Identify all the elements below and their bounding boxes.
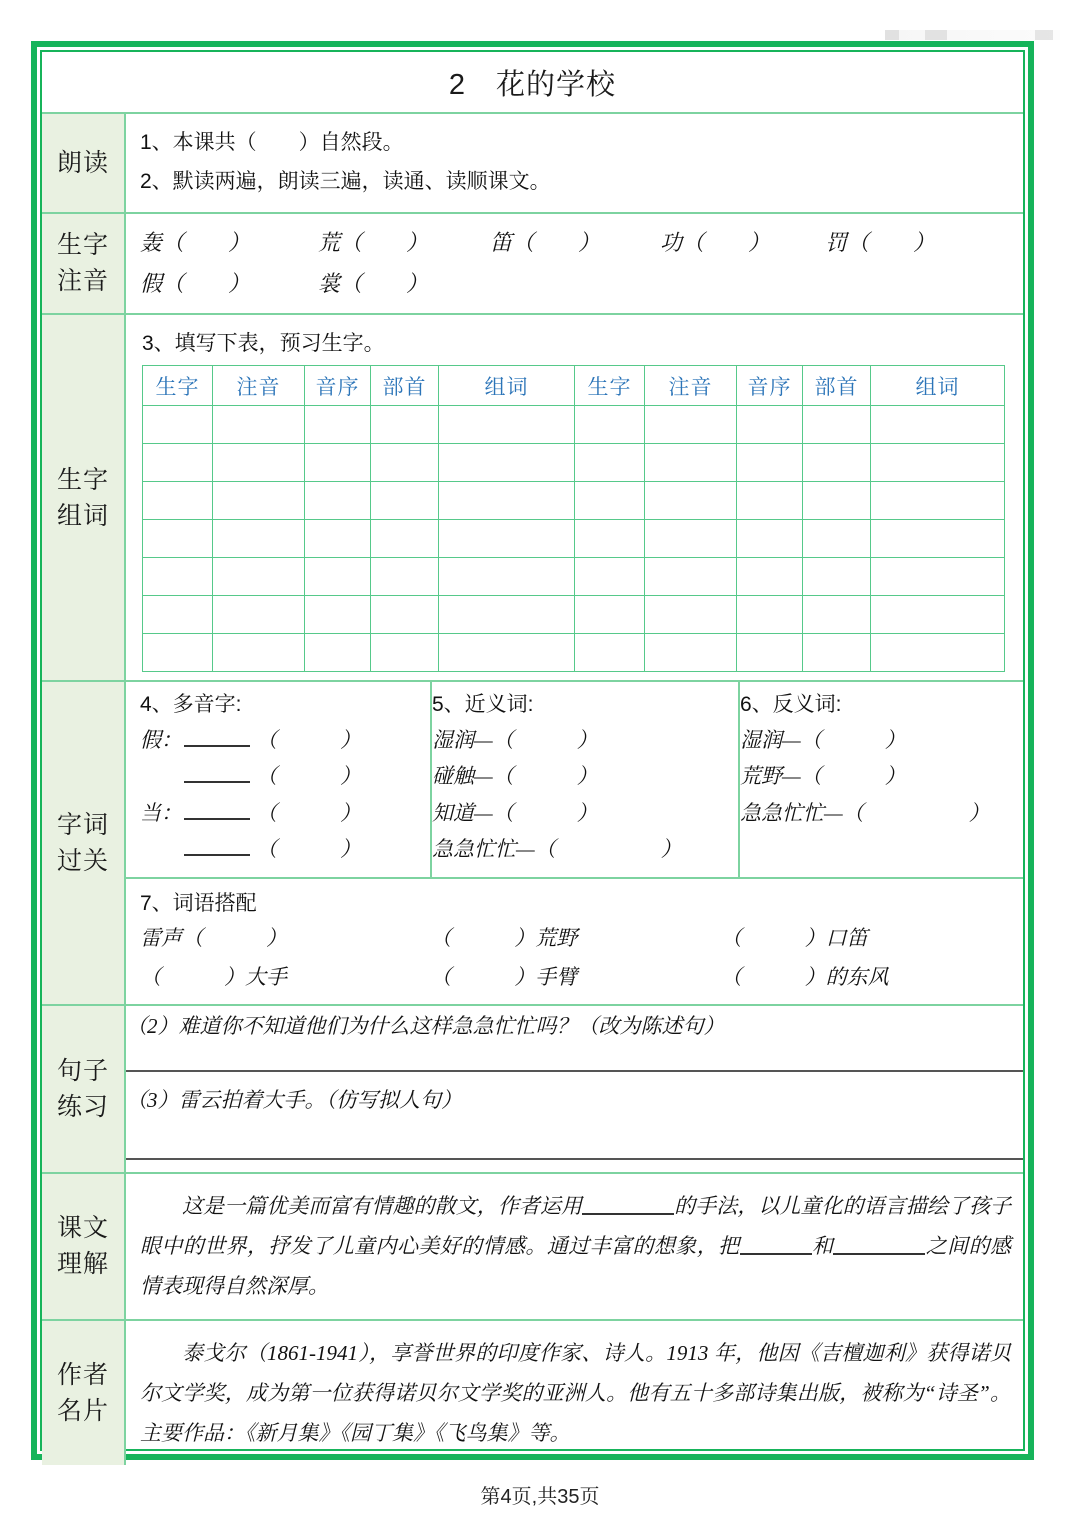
polyphone-blank-1[interactable] <box>184 725 250 747</box>
new-words-table-header-row <box>143 366 1005 406</box>
table-cell[interactable] <box>439 406 575 444</box>
synonym-item-4: 急急忙忙—（ ） <box>432 836 682 861</box>
section-body-sentences <box>126 1006 1023 1171</box>
pinyin-char-3: 笛（ ） <box>490 229 601 255</box>
table-cell[interactable] <box>439 444 575 482</box>
section-label-vocab <box>42 682 126 1004</box>
table-cell[interactable] <box>213 482 305 520</box>
pinyin-char-4: 功（ ） <box>660 229 771 255</box>
table-cell[interactable] <box>871 558 1005 596</box>
table-cell[interactable] <box>575 634 645 672</box>
reading-item-2: 2、默读两遍，朗读三遍，读通、读顺课文。 <box>140 169 551 193</box>
collocation-row-1 <box>140 919 1011 958</box>
polyphone-blank-3[interactable] <box>184 798 250 820</box>
synonyms-heading: 5、近义词: <box>432 693 534 717</box>
vocab-collocation-block <box>126 877 1023 1005</box>
section-label-pinyin <box>42 214 126 314</box>
section-label-sentences-line2: 练习 <box>56 1093 109 1121</box>
table-cell[interactable] <box>737 482 803 520</box>
section-new-words <box>42 315 1023 682</box>
table-cell[interactable] <box>305 520 371 558</box>
vocab-polyphone-column <box>126 682 430 876</box>
polyphone-paren-4: （ ） <box>256 836 361 861</box>
page-title-row <box>42 52 1023 114</box>
table-cell[interactable] <box>305 558 371 596</box>
antonym-item-2: 荒野—（ ） <box>740 764 906 789</box>
comprehension-blank-1[interactable] <box>582 1195 674 1215</box>
section-label-pinyin-line1: 生字 <box>56 231 109 260</box>
section-label-author <box>42 1321 126 1466</box>
table-cell[interactable] <box>575 596 645 634</box>
table-cell[interactable] <box>871 634 1005 672</box>
table-cell[interactable] <box>305 596 371 634</box>
table-cell[interactable] <box>213 596 305 634</box>
new-words-table-body[interactable] <box>143 406 1005 672</box>
table-cell[interactable] <box>143 596 213 634</box>
section-label-vocab-line2: 过关 <box>56 847 109 876</box>
section-label-author-line2: 名片 <box>56 1397 109 1425</box>
section-label-author-line1: 作者 <box>56 1360 109 1389</box>
section-label-vocab-line1: 字词 <box>56 811 109 840</box>
table-cell[interactable] <box>575 444 645 482</box>
reading-item-1: 1、本课共（ ）自然段。 <box>140 131 404 154</box>
table-cell[interactable] <box>737 406 803 444</box>
collocation-item-5: （ ）手臂 <box>430 964 578 989</box>
pinyin-char-2: 荒（ ） <box>318 229 429 255</box>
polyphone-line-4 <box>140 831 430 867</box>
section-label-sentences-line1: 句子 <box>56 1056 109 1085</box>
table-cell[interactable] <box>305 406 371 444</box>
collocation-row-2 <box>140 958 1011 997</box>
new-words-table[interactable] <box>142 365 1005 672</box>
col-header-shengzi-1: 生字 <box>143 366 213 406</box>
pinyin-char-7: 裳（ ） <box>318 271 429 297</box>
table-cell[interactable] <box>575 406 645 444</box>
sentence-question-1: （2）难道你不知道他们为什么这样急急忙忙吗？（改为陈述句） <box>126 1014 725 1039</box>
polyphone-key-1: 假： <box>140 728 182 753</box>
table-cell[interactable] <box>737 596 803 634</box>
pinyin-char-5: 罚（ ） <box>825 229 936 255</box>
table-cell[interactable] <box>371 596 439 634</box>
table-cell[interactable] <box>305 634 371 672</box>
section-reading <box>42 114 1023 214</box>
section-body-pinyin <box>126 214 1023 314</box>
section-label-pinyin-line2: 注音 <box>56 267 109 296</box>
collocation-item-1: 雷声（ ） <box>140 925 287 950</box>
comprehension-part-1: 这是一篇优美而富有情趣的散文，作者运用 <box>182 1193 583 1218</box>
table-row[interactable] <box>143 482 1005 520</box>
section-sentences <box>42 1006 1023 1173</box>
table-cell[interactable] <box>305 482 371 520</box>
col-header-zhuyin-1: 注音 <box>213 366 305 406</box>
table-cell[interactable] <box>803 406 871 444</box>
table-cell[interactable] <box>439 558 575 596</box>
polyphone-blank-2[interactable] <box>184 761 250 783</box>
table-cell[interactable] <box>371 482 439 520</box>
table-cell[interactable] <box>143 482 213 520</box>
polyphone-heading: 4、多音字: <box>140 693 242 717</box>
table-cell[interactable] <box>803 482 871 520</box>
table-cell[interactable] <box>143 634 213 672</box>
section-label-reading <box>42 114 126 212</box>
vocab-antonyms-column <box>738 682 1023 876</box>
polyphone-paren-3: （ ） <box>256 800 361 825</box>
section-body-comprehension <box>126 1174 1023 1319</box>
polyphone-key-3: 当： <box>140 800 182 825</box>
table-cell[interactable] <box>439 482 575 520</box>
table-cell[interactable] <box>803 634 871 672</box>
col-header-shengzi-2: 生字 <box>575 366 645 406</box>
author-paragraph: 泰戈尔（1861-1941），享誉世界的印度作家、诗人。1913 年，他因《吉檀迦利》获得诺贝尔文学奖，成为第一位获得诺贝尔文学奖的亚洲人。他有五十多部诗集出版，被称为“诗圣”。主要作品：《新月集》《园丁集》《飞鸟集》等。 <box>140 1340 1011 1446</box>
table-cell[interactable] <box>439 634 575 672</box>
table-cell[interactable] <box>213 444 305 482</box>
table-cell[interactable] <box>871 406 1005 444</box>
table-cell[interactable] <box>871 444 1005 482</box>
table-cell[interactable] <box>645 444 737 482</box>
table-cell[interactable] <box>737 558 803 596</box>
table-cell[interactable] <box>645 520 737 558</box>
polyphone-paren-2: （ ） <box>256 764 361 789</box>
page-number-text: 第4页,共35页 <box>480 1486 600 1508</box>
collocation-item-4: （ ）大手 <box>140 964 287 989</box>
table-cell[interactable] <box>213 558 305 596</box>
sentence-answer-line-2[interactable] <box>126 1158 1023 1160</box>
pinyin-row-2 <box>140 263 1011 305</box>
page-title: 2 花的学校 <box>448 68 617 101</box>
section-label-reading-line1: 朗读 <box>56 148 109 177</box>
table-cell[interactable] <box>737 520 803 558</box>
table-cell[interactable] <box>575 558 645 596</box>
table-cell[interactable] <box>803 520 871 558</box>
table-cell[interactable] <box>371 406 439 444</box>
section-label-new-words <box>42 315 126 680</box>
pinyin-char-1: 轰（ ） <box>140 229 251 255</box>
comprehension-part-4: 之间的感情表现得自然深厚。 <box>140 1233 1012 1299</box>
antonyms-heading: 6、反义词: <box>740 693 842 717</box>
table-cell[interactable] <box>645 634 737 672</box>
scan-artifact <box>885 30 1060 40</box>
col-header-zuci-2: 组词 <box>871 366 1005 406</box>
worksheet-frame <box>31 41 1034 1460</box>
polyphone-line-3 <box>140 795 430 831</box>
table-cell[interactable] <box>803 558 871 596</box>
table-row[interactable] <box>143 596 1005 634</box>
table-cell[interactable] <box>371 558 439 596</box>
section-author <box>42 1321 1023 1466</box>
table-row[interactable] <box>143 558 1005 596</box>
table-cell[interactable] <box>871 520 1005 558</box>
section-label-comprehension <box>42 1174 126 1319</box>
section-label-comprehension-line2: 理解 <box>56 1250 109 1279</box>
section-label-new-words-line2: 组词 <box>56 501 109 530</box>
col-header-yinxu-2: 音序 <box>737 366 803 406</box>
collocation-item-3: （ ）口笛 <box>720 925 868 950</box>
antonym-item-1: 湿润—（ ） <box>740 728 906 753</box>
polyphone-line-1 <box>140 722 430 758</box>
col-header-zhuyin-2: 注音 <box>645 366 737 406</box>
collocation-item-2: （ ）荒野 <box>430 925 578 950</box>
synonym-item-2: 碰触—（ ） <box>432 764 598 789</box>
page-footer <box>0 1480 1080 1509</box>
table-cell[interactable] <box>143 520 213 558</box>
polyphone-blank-4[interactable] <box>184 834 250 856</box>
table-cell[interactable] <box>143 406 213 444</box>
table-cell[interactable] <box>575 520 645 558</box>
table-row[interactable] <box>143 634 1005 672</box>
collocation-item-6: （ ）的东风 <box>720 964 889 989</box>
synonym-item-3: 知道—（ ） <box>432 800 598 825</box>
section-comprehension <box>42 1174 1023 1321</box>
table-cell[interactable] <box>371 520 439 558</box>
collocation-heading: 7、词语搭配 <box>140 891 257 915</box>
worksheet-frame-inner <box>40 50 1025 1451</box>
comprehension-paragraph <box>140 1186 1011 1307</box>
table-row[interactable] <box>143 444 1005 482</box>
section-body-new-words <box>126 315 1023 680</box>
table-cell[interactable] <box>371 634 439 672</box>
polyphone-line-2 <box>140 758 430 794</box>
sentence-question-2: （3）雷云拍着大手。（仿写拟人句） <box>126 1088 462 1112</box>
polyphone-paren-1: （ ） <box>256 728 361 753</box>
synonym-item-1: 湿润—（ ） <box>432 728 598 753</box>
table-row[interactable] <box>143 520 1005 558</box>
table-cell[interactable] <box>645 406 737 444</box>
comprehension-blank-3[interactable] <box>833 1235 925 1255</box>
col-header-bushou-1: 部首 <box>371 366 439 406</box>
comprehension-part-3: 和 <box>811 1233 834 1258</box>
table-cell[interactable] <box>737 444 803 482</box>
col-header-zuci-1: 组词 <box>439 366 575 406</box>
table-cell[interactable] <box>871 482 1005 520</box>
vocab-three-columns <box>126 682 1023 876</box>
table-cell[interactable] <box>575 482 645 520</box>
antonym-item-3: 急急忙忙—（ ） <box>740 800 990 825</box>
table-cell[interactable] <box>143 444 213 482</box>
table-cell[interactable] <box>645 596 737 634</box>
table-cell[interactable] <box>645 558 737 596</box>
sentence-answer-line-1[interactable] <box>126 1070 1023 1072</box>
pinyin-row-1 <box>140 222 1011 264</box>
table-cell[interactable] <box>213 520 305 558</box>
vocab-synonyms-column <box>430 682 738 876</box>
table-cell[interactable] <box>439 596 575 634</box>
section-body-vocab <box>126 682 1023 1004</box>
table-cell[interactable] <box>803 596 871 634</box>
section-label-comprehension-line1: 课文 <box>56 1213 109 1242</box>
comprehension-part-2: 的手法，以儿童化的语言描绘了孩子眼中的世界，抒发了儿童内心美好的情感。通过丰富的想象，把 <box>140 1193 1012 1258</box>
table-cell[interactable] <box>645 482 737 520</box>
section-body-reading <box>126 114 1023 212</box>
table-cell[interactable] <box>803 444 871 482</box>
section-vocab <box>42 682 1023 1006</box>
col-header-bushou-2: 部首 <box>803 366 871 406</box>
col-header-yinxu-1: 音序 <box>305 366 371 406</box>
table-cell[interactable] <box>143 558 213 596</box>
table-cell[interactable] <box>305 444 371 482</box>
table-cell[interactable] <box>371 444 439 482</box>
section-body-author <box>126 1321 1023 1466</box>
new-words-intro: 3、填写下表，预习生字。 <box>142 332 385 356</box>
section-pinyin <box>42 214 1023 316</box>
section-label-sentences <box>42 1006 126 1171</box>
table-cell[interactable] <box>439 520 575 558</box>
pinyin-char-6: 假（ ） <box>140 271 251 297</box>
comprehension-blank-2[interactable] <box>740 1235 812 1255</box>
table-cell[interactable] <box>871 596 1005 634</box>
table-cell[interactable] <box>213 406 305 444</box>
table-cell[interactable] <box>213 634 305 672</box>
table-cell[interactable] <box>737 634 803 672</box>
table-row[interactable] <box>143 406 1005 444</box>
section-label-new-words-line1: 生字 <box>56 465 109 494</box>
